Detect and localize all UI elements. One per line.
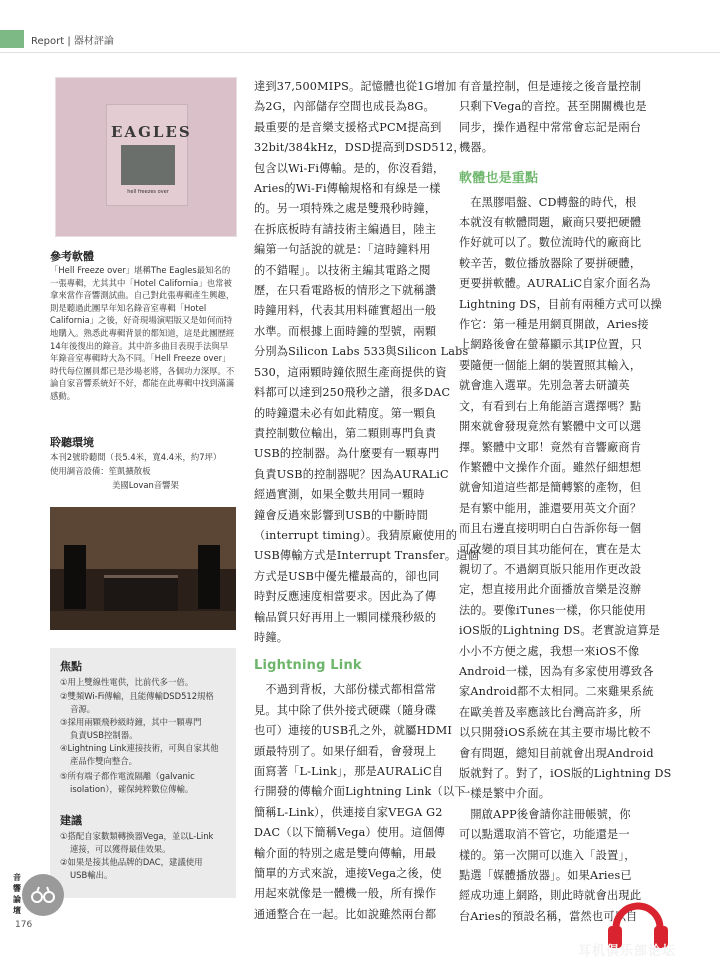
focus-item-line: ①用上雙線性電供，比前代多一倍。 [60, 677, 194, 687]
article-line: 開啟APP後會請你註冊帳號，你 [459, 807, 631, 821]
article-line: 責控制數位輸出，第二顆則專門負責 [254, 426, 437, 440]
lightning-link-heading: Lightning Link [254, 658, 362, 674]
focus-item-continuation: 產品作雙向整合。 [70, 755, 137, 766]
album-title: EAGLES [111, 123, 192, 141]
advice-item-line: ①搭配自家數類轉換器Vega，並以L-Link [60, 831, 214, 841]
focus-item [60, 676, 232, 689]
reference-text: 「Hell Freeze over」堪稱The Eagles最知名的一張專輯，尤其其中「Hotel California」也常被拿來當作音響測試曲。自己對此張專輯產生興趣，則是聽過此團早年知名錄音室專輯「Hotel California」之後，好奇現場演唱版又是如何而特地購入。熟悉此專輯背景的都知道，這是此團歷經14年後復出的錄音。其中許多曲目表現手法與早年錄音室專輯時大為不同。「Hell Freeze over」時代每位團員都已是沙場老將，各個功力深厚。不論自家音響系統好不好，都能在此專輯中找到滿滿感動。 [50, 265, 235, 401]
focus-item [60, 716, 232, 741]
album-cover-image [56, 78, 236, 236]
article-line: 是有繁中能用，誰還要用英文介面？ [459, 501, 642, 515]
article-line: 同步，操作過程中常常會忘記是兩台 [459, 120, 642, 134]
article-line: 而且右邊直接明明白白告訴你每一個 [459, 522, 642, 536]
article-line: 經成功連上網路，則此時就會出現此 [459, 889, 642, 903]
section-color-tab [0, 30, 24, 48]
article-line: 有音量控制，但是連接之後音量控制 [459, 80, 642, 93]
magazine-title-char: 壇 [13, 906, 21, 915]
reference-heading: 參考軟體 [50, 250, 94, 263]
advice-item [60, 856, 232, 881]
article-line: 時對反應速度相當要求。因此為了傳 [254, 590, 437, 604]
article-line: 點選「媒體播放器」。如果Aries已 [459, 869, 632, 883]
article-line: 的時鐘還未必有如此精度。第一顆負 [254, 406, 437, 420]
article-line: 開來就會發現竟然有繁體中文可以選 [459, 420, 642, 434]
article-line: 小小不方便之處，我想一來iOS不像 [459, 644, 640, 658]
software-heading: 軟體也是重點 [459, 170, 539, 186]
focus-item [60, 690, 232, 715]
article-line: 可以點選取消不管它，功能還是一 [459, 828, 630, 842]
environment-equipment: 使用調音設備：笙凱擴散板 [50, 466, 151, 476]
article-line: 水準。而根據上面時鐘的型號，兩顆 [254, 324, 437, 338]
article-line: 時鐘用料，代表其用料確實超出一般 [254, 304, 437, 318]
article-line: Android一樣，因為有多家使用導致各 [459, 664, 654, 678]
article-line: 親切了。不過網頁版只能用作更改設 [459, 562, 642, 576]
article-line: 台Aries的預設名稱，當然也可以自 [459, 909, 638, 923]
magazine-title-char: 響 [13, 884, 21, 893]
section-header: Report | 器材評論 [31, 36, 114, 47]
article-line: 一樣是繁中介面。 [459, 787, 551, 801]
article-line: 簡單的方式來說，連接Vega之後，使 [254, 867, 442, 881]
album-subtitle: hell freezes over [127, 189, 169, 195]
article-line: 版就對了。對了，iOS版的Lightning DS [459, 767, 672, 780]
article-line: 見。其中除了供外接式硬碟（隨身碟 [254, 703, 437, 717]
article-line: 簡稱L-Link），供連接自家VEGA G2 [254, 805, 443, 819]
article-line: 為2G，內部儲存空間也成長為8G。 [254, 100, 435, 114]
article-line: DAC（以下簡稱Vega）使用。這個傳 [254, 826, 446, 840]
left-speaker [64, 545, 86, 609]
article-line: 530，這兩顆時鐘依照生產商提供的資 [254, 365, 447, 379]
environment-room: 本刊2號聆聽間（長5.4米，寬4.4米，約7坪） [50, 452, 222, 462]
focus-item-line: ⑤所有端子都作電流隔離（galvanic [60, 771, 195, 781]
article-line: 經過實測，如果全數共用同一顆時 [254, 488, 425, 502]
article-line: 作它：第一種是用網頁開啟，Aries接 [459, 318, 649, 332]
article-line: 分別為Silicon Labs 533與Silicon Labs [254, 345, 469, 359]
magazine-title-char: 音 [13, 873, 21, 882]
article-line: 會有問題，總知目前就會出現Android [459, 746, 654, 760]
article-line: 負責USB的控制器呢？因為AURALiC [254, 467, 449, 481]
article-line: （interrupt timing）。我猜原廠使用的 [254, 528, 458, 542]
article-line: 面寫著「L-Link」，那是AURALiC自 [254, 765, 444, 778]
article-line: 輸品質只好再用上一顆同樣飛秒級的 [254, 610, 437, 624]
article-line: 最重要的是音樂支援格式PCM提高到 [254, 120, 442, 134]
focus-item-continuation: isolation），確保純粹數位傳輸。 [70, 783, 194, 794]
article-line: 達到37,500MIPS。記憶體也從1G增加 [254, 80, 457, 93]
article-line: 要隨便一個能上網的裝置照其輸入， [459, 358, 642, 372]
advice-item-continuation: USB輸出。 [70, 869, 113, 880]
article-line: 樣的。第一次開可以進入「設置」， [459, 848, 636, 862]
article-line: 文，有看到右上角能語言選擇嗎？點 [459, 399, 642, 413]
article-line: 輸介面的特別之處是雙向傳輸，用最 [254, 846, 437, 860]
summary-box [50, 648, 236, 898]
article-line: 的不錯喔」。以技術主編其電路之閱 [254, 263, 431, 277]
article-line: 擇。繁體中文耶！竟然有音響廠商肯 [459, 440, 642, 454]
article-line: USB的控制器。為什麼要有一顆專門 [254, 447, 440, 461]
magazine-title-char: 論 [13, 895, 21, 904]
article-line: 用起來就像是一體機一般，所有操作 [254, 887, 437, 901]
article-line: 編第一句話說的就是：「這時鐘料用 [254, 243, 431, 257]
article-line: 就會知道這些都是簡轉繁的產物，但 [459, 481, 642, 495]
focus-heading: 焦點 [60, 660, 82, 673]
focus-item-line: ④Lightning Link連接技術，可與自家其他 [60, 743, 219, 753]
header-divider [0, 52, 720, 53]
album-cover-card [106, 104, 192, 206]
article-line: USB傳輸方式是Interrupt Transfer。這個 [254, 549, 480, 563]
equipment-rack [104, 575, 178, 613]
article-line: 定，想直接用此介面播放音樂是沒辦 [459, 583, 642, 597]
album-band-photo [121, 145, 175, 185]
focus-item [60, 770, 232, 795]
article-line: 以只開發iOS系統在其主要市場比較不 [459, 726, 651, 740]
column3-paragraph-1 [459, 77, 651, 159]
environment-rack: 美國Lovan音響架 [112, 480, 179, 490]
article-line: iOS版的Lightning DS。老實說這算是 [459, 624, 661, 638]
article-line: 頭最特別了。如果仔細看，會發現上 [254, 744, 437, 758]
article-line: 通通整合在一起。比如說雖然兩台都 [254, 907, 437, 921]
article-line: 較辛苦，數位播放器除了要拼硬體， [459, 256, 642, 270]
article-line: 可改變的項目其功能何在，實在是太 [459, 542, 642, 556]
advice-item-continuation: 連接，可以獲得最佳效果。 [70, 843, 171, 854]
article-line: 機器。 [459, 141, 494, 155]
watermark-text: 耳机俱乐部论坛 [578, 944, 677, 959]
article-line: 上網路後會在螢幕顯示其IP位置，只 [459, 338, 643, 352]
listening-room-photo [50, 507, 236, 630]
article-line: 歷，在只看電路板的情形之下就稱讚 [254, 284, 437, 298]
focus-item-continuation: 負責USB控制器。 [70, 729, 138, 740]
article-line: 32bit/384kHz，DSD提高到DSD512， [254, 141, 465, 155]
article-line: 本就沒有軟體問題，廠商只要把硬體 [459, 216, 642, 230]
article-line: 鐘會反過來影響到USB的中斷時間 [254, 508, 428, 522]
article-column-3 [459, 77, 672, 927]
article-line: 料都可以達到250飛秒之譜，很多DAC [254, 386, 451, 400]
article-line: 包含以Wi-Fi傳輸。是的，你沒看錯， [254, 161, 445, 175]
article-line: 家Android都不太相同。二來雞果系統 [459, 685, 654, 699]
article-line: 只剩下Vega的音控。甚至開關機也是 [459, 100, 647, 114]
advice-item [60, 830, 232, 855]
article-line: 法的。要像iTunes一樣，你只能使用 [459, 603, 647, 617]
column2-paragraph-2 [254, 680, 466, 925]
article-line: 在歐美普及率應該比台灣高許多，所 [459, 705, 642, 719]
article-line: Lightning DS，目前有兩種方式可以操 [459, 297, 662, 311]
page-number: 176 [15, 920, 33, 930]
right-speaker [198, 545, 220, 609]
article-line: 的。另一項特殊之處是雙飛秒時鐘， [254, 202, 437, 216]
focus-item-continuation: 音源。 [70, 703, 96, 714]
focus-item-line: ③採用兩顆飛秒級時鐘，其中一顆專門 [60, 717, 202, 727]
article-line: 作好就可以了。數位流時代的廠商比 [459, 236, 642, 250]
article-line: 行開發的傳輸介面Lightning Link（以下 [254, 785, 466, 799]
article-line: 在拆底板時有請技術主編過目，陸主 [254, 222, 437, 236]
article-line: 就會進入選單。先別急著去研讀英 [459, 379, 630, 393]
article-line: 在黑膠唱盤、CD轉盤的時代，根 [459, 195, 637, 209]
focus-item [60, 742, 232, 767]
advice-heading: 建議 [60, 814, 82, 827]
column3-paragraph-2 [459, 193, 672, 805]
article-line: 也可）連接的USB孔之外，就屬HDMI [254, 724, 452, 738]
article-line: 更要拼軟體。AURALiC自家介面名為 [459, 277, 651, 291]
glasses-icon [30, 882, 56, 908]
room-floor [50, 611, 236, 630]
article-line: 作繁體中文操作介面。雖然仔細想想 [459, 460, 642, 474]
environment-heading: 聆聽環境 [50, 436, 94, 449]
article-line: 方式是USB中優先權最高的，卻也同 [254, 569, 440, 583]
focus-item-line: ②雙頻Wi-Fi傳輸，且能傳輸DSD512規格 [60, 691, 214, 701]
magazine-glasses-badge [22, 874, 64, 916]
article-line: Aries的Wi-Fi傳輸規格和有線是一樣 [254, 182, 441, 196]
advice-item-line: ②如果是接其他品牌的DAC，建議使用 [60, 857, 203, 867]
article-line: 不過到背板，大部份樣式都相當常 [254, 683, 437, 697]
article-line: 時鐘。 [254, 630, 289, 644]
